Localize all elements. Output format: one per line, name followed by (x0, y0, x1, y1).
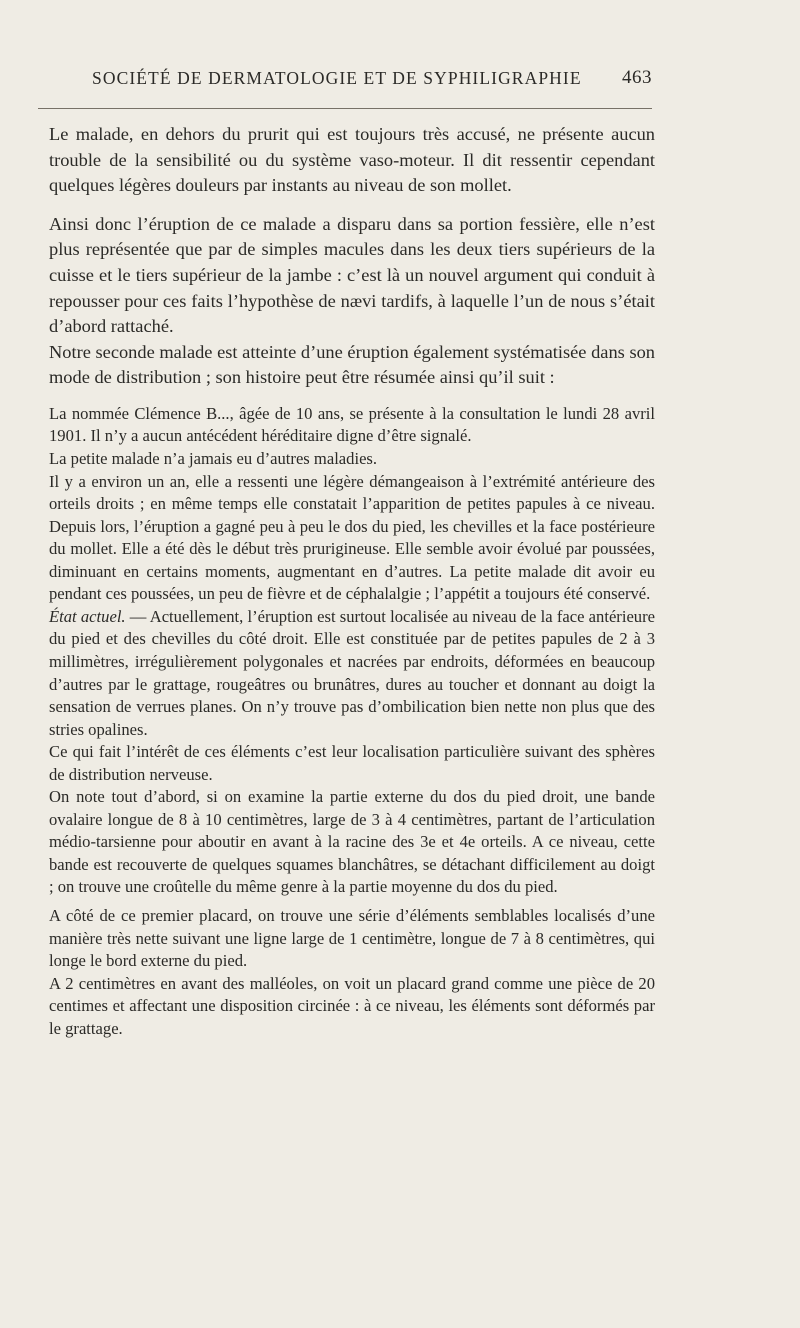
paragraph-autres-maladies: La petite malade n’a jamais eu d’autres maladies. (49, 449, 378, 469)
paragraph-historique: Il y a environ un an, elle a ressenti une légère démangeaison à l’extrémité antérieure des orteils droits ; en même temps elle constatait l’apparition de petites papules à ce niveau. Depuis lors, l’éruption a gagné peu à peu le dos du pied, les chevilles et la face postérieure du mollet. Elle a été dès le début très prurigineuse. Elle semble avoir évolué par poussées, diminuant en certains moments, augmentant en d’autres. La petite malade dit avoir eu pendant ces poussées, un peu de fièvre et de céphalalgie ; l’appétit a toujours été conservé. (49, 471, 655, 604)
paragraph-clemence: La nommée Clémence B..., âgée de 10 ans, se présente à la consultation le lundi 28 avril 1901. Il n’y a aucun antécédent héréditaire digne d’être signalé. (49, 403, 655, 446)
etat-actuel-text: — Actuellement, l’éruption est surtout localisée au niveau de la face antérieure du pied et des chevilles du côté droit. Elle est constituée par de petites papules de 2 à 3 millimètres, irrégulièrement polygonales et nacrées par endroits, déformées en beaucoup d’autres par le grattage, rougeâtres ou brunâtres, dures au toucher et donnant au doigt la sensation de verrues planes. On n’y trouve pas d’ombilication bien nette non plus que des stries opalines. (49, 606, 655, 739)
paragraph-interet: Ce qui fait l’intérêt de ces éléments c’est leur localisation particulière suivant des sphères de distribution nerveuse. (49, 742, 655, 784)
paragraph-malleoles: A 2 centimètres en avant des malléoles, on voit un placard grand comme une pièce de 20 centimes et affectant une disposition circinée : à ce niveau, les éléments sont déformés par le grattage. (49, 973, 655, 1038)
running-header (92, 68, 652, 98)
paragraph-seconde-malade: Notre seconde malade est atteinte d’une éruption également systématisée dans son mode de distribution ; son histoire peut être résumée ainsi qu’il suit : (49, 341, 655, 388)
paragraph-premier-placard: A côté de ce premier placard, on trouve une série d’éléments semblables localisés d’une manière très nette suivant une ligne large de 1 centimètre, longue de 7 à 8 centimètres, qui longe le bord externe du pied. (49, 905, 655, 971)
page-body (49, 122, 655, 1040)
paragraph-ainsi-donc: Ainsi donc l’éruption de ce malade a disparu dans sa portion fessière, elle n’est plus représentée que par de simples macules dans les deux tiers supérieurs de la cuisse et le tiers supérieur de la jambe : c’est là un nouvel argument qui conduit à repousser pour ces faits l’hypothèse de nævi tardifs, à laquelle l’un de nous s’était d’abord rattaché. (49, 213, 655, 337)
paragraph-etat-actuel (49, 606, 655, 741)
paragraph-prurit: Le malade, en dehors du prurit qui est toujours très accusé, ne présente aucun trouble de la sensibilité ou du système vaso-moteur. Il dit ressentir cependant quelques légères douleurs par instants au niveau de son mollet. (49, 124, 655, 196)
page-number: 463 (622, 67, 652, 88)
header-rule (38, 108, 652, 109)
etat-actuel-label: État actuel. (49, 606, 126, 626)
running-title: SOCIÉTÉ DE DERMATOLOGIE ET DE SYPHILIGRAPHIE (92, 68, 582, 88)
paragraph-bande-ovalaire: On note tout d’abord, si on examine la partie externe du dos du pied droit, une bande ovalaire longue de 8 à 10 centimètres, large de 3 à 4 centimètres, partant de l’articulation médio-tarsienne pour aboutir en avant à la racine des 3e et 4e orteils. A ce niveau, cette bande est recouverte de quelques squames blanchâtres, se détachant difficilement au doigt ; on trouve une croûtelle du même genre à la partie moyenne du dos du pied. (49, 787, 655, 897)
